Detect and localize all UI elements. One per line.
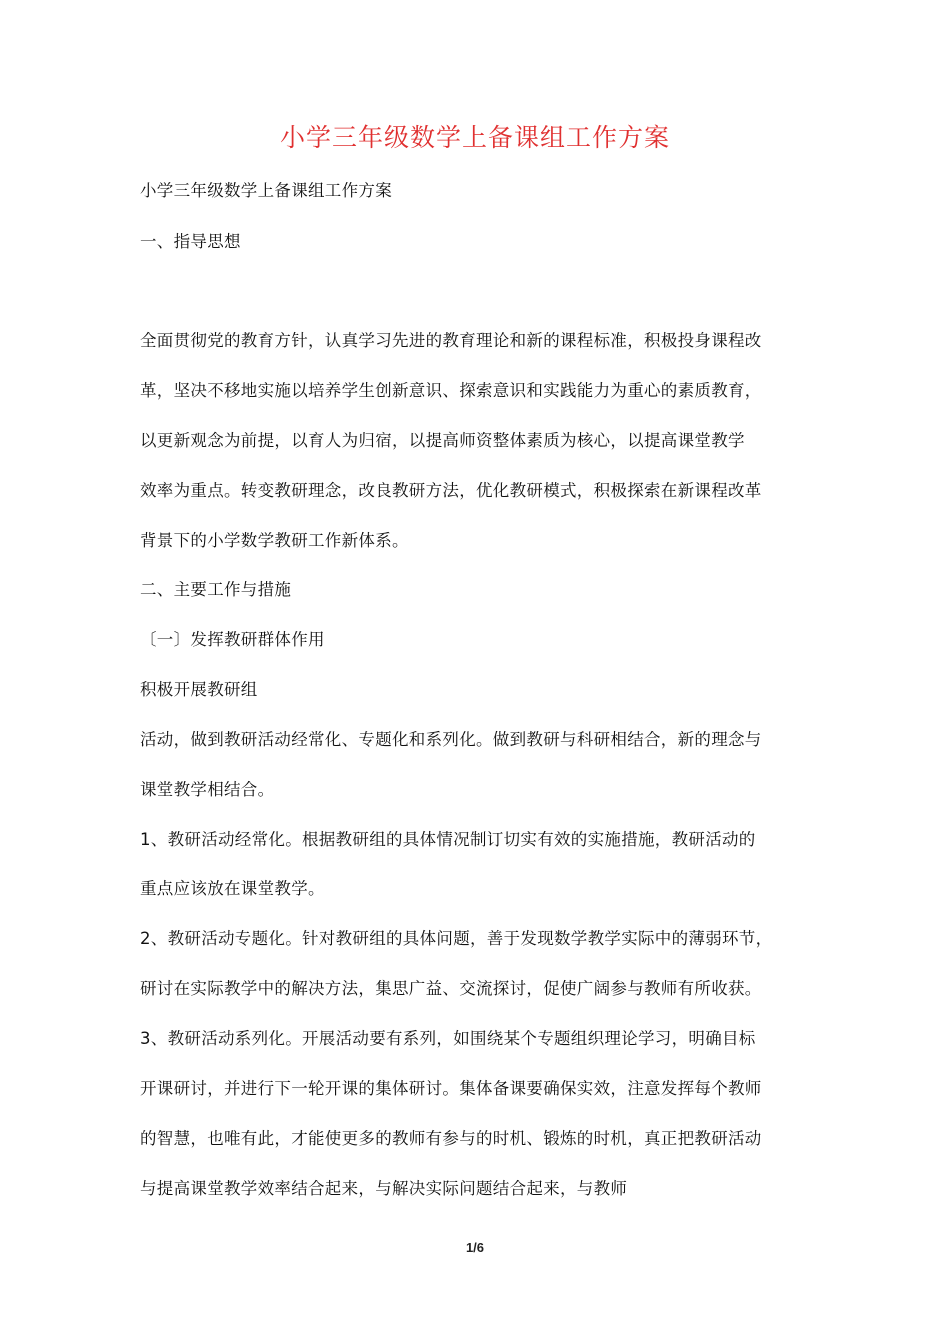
paragraph-line: 积极开展教研组 (140, 680, 258, 699)
paragraph-line: 全面贯彻党的教育方针，认真学习先进的教育理论和新的课程标准，积极投身课程改 (140, 331, 762, 350)
list-item-line: 研讨在实际教学中的解决方法，集思广益、交流探讨，促使广阔参与教师有所收获。 (140, 979, 762, 998)
section-heading-2: 二、主要工作与措施 (140, 580, 292, 599)
paragraph-line: 效率为重点。转变教研理念，改良教研方法，优化教研模式，积极探索在新课程改革 (140, 481, 762, 500)
subtitle-line: 小学三年级数学上备课组工作方案 (140, 181, 392, 200)
list-item-line: 开课研讨，并进行下一轮开课的集体研讨。集体备课要确保实效，注意发挥每个教师 (140, 1079, 762, 1098)
paragraph-line: 课堂教学相结合。 (140, 780, 275, 799)
list-item-line: 1、教研活动经常化。根据教研组的具体情况制订切实有效的实施措施，教研活动的 (140, 830, 756, 849)
list-item-line: 3、教研活动系列化。开展活动要有系列，如围绕某个专题组织理论学习，明确目标 (140, 1029, 756, 1048)
list-item-line: 2、教研活动专题化。针对教研组的具体问题，善于发现数学教学实际中的薄弱环节， (140, 929, 773, 948)
document-title: 小学三年级数学上备课组工作方案 (279, 123, 670, 152)
paragraph-line: 活动，做到教研活动经常化、专题化和系列化。做到教研与科研相结合，新的理念与 (140, 730, 762, 749)
section-heading-1: 一、指导思想 (140, 232, 241, 251)
list-item-line: 的智慧，也唯有此，才能使更多的教师有参与的时机、锻炼的时机，真正把教研活动 (140, 1129, 762, 1148)
page-number: 1/6 (465, 1240, 485, 1255)
paragraph-line: 革，坚决不移地实施以培养学生创新意识、探索意识和实践能力为重心的素质教育， (140, 381, 762, 400)
list-item-line: 重点应该放在课堂教学。 (140, 879, 325, 898)
subsection-heading: 〔一〕发挥教研群体作用 (140, 630, 325, 649)
paragraph-line: 以更新观念为前提，以育人为归宿，以提高师资整体素质为核心，以提高课堂教学 (140, 431, 745, 450)
list-item-line: 与提高课堂教学效率结合起来，与解决实际问题结合起来，与教师 (140, 1179, 628, 1198)
paragraph-line: 背景下的小学数学教研工作新体系。 (140, 531, 409, 550)
